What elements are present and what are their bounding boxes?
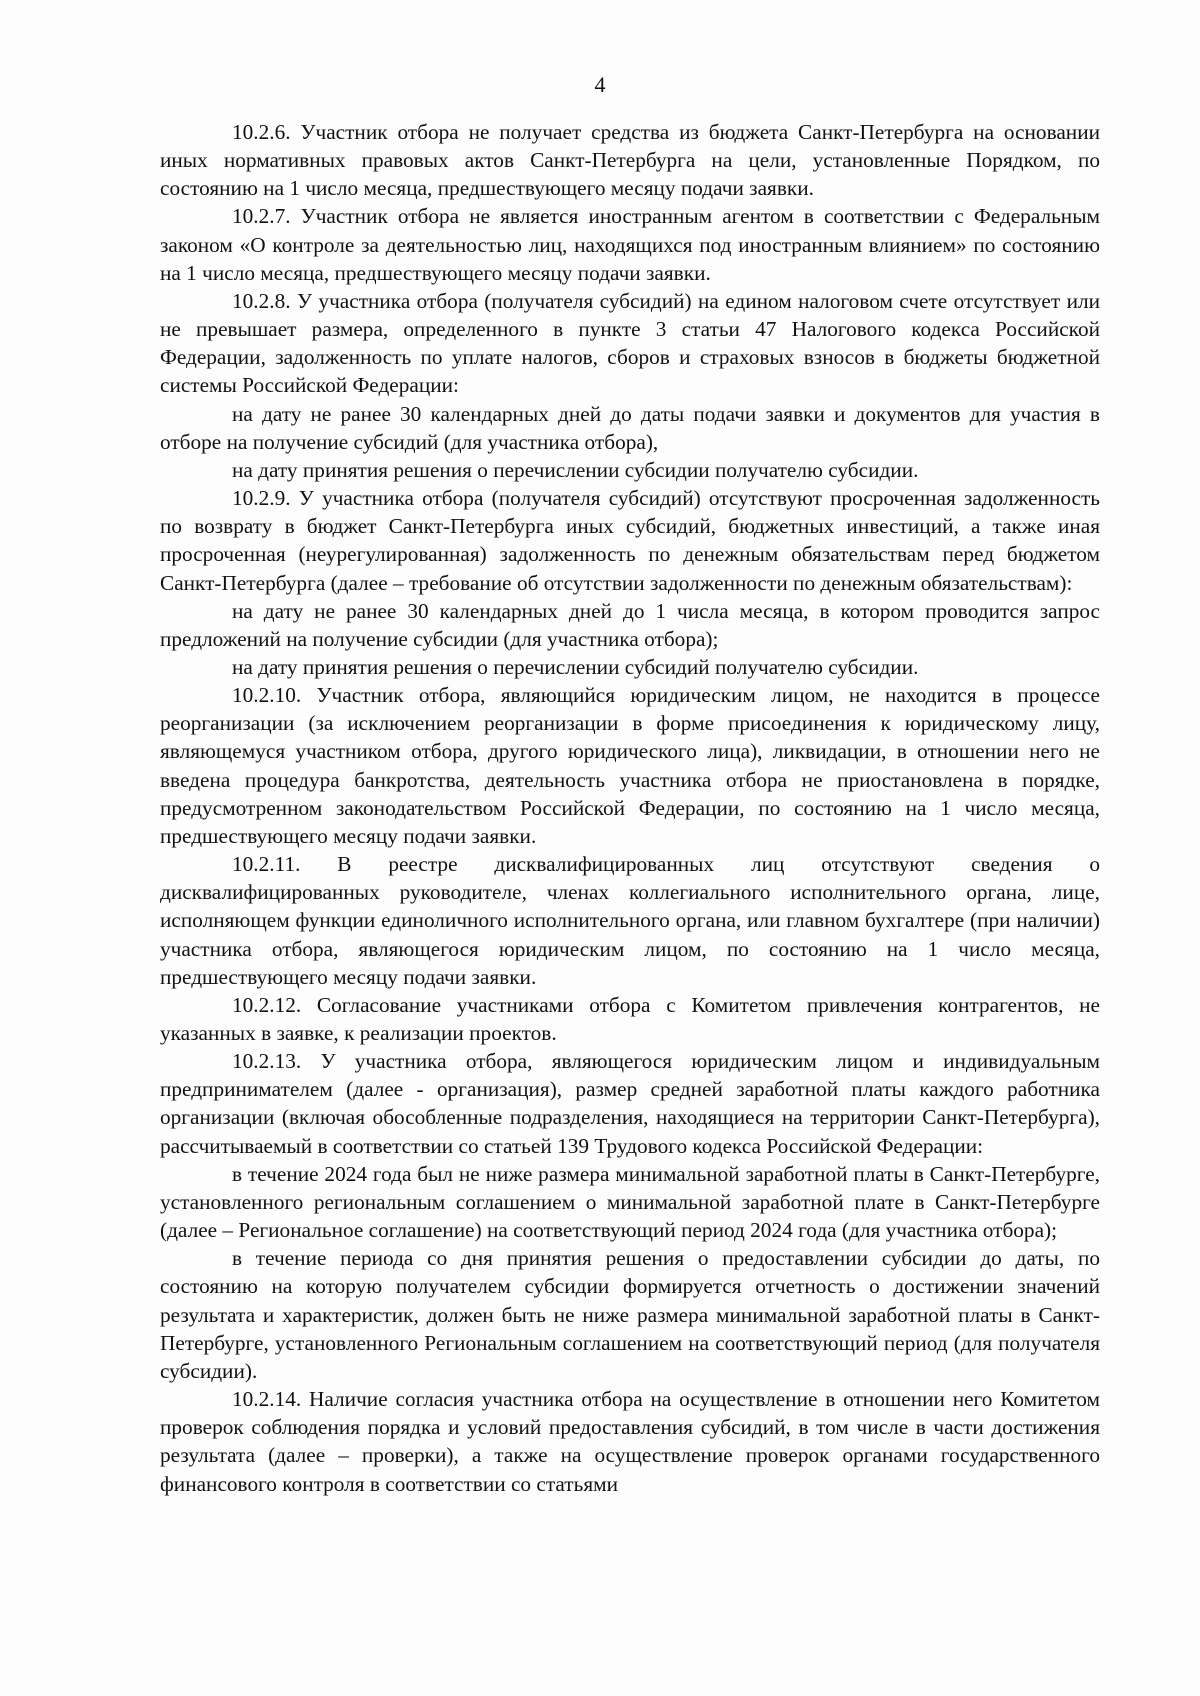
paragraph-10-2-14: 10.2.14. Наличие согласия участника отбора на осуществление в отношении него Комитетом проверок соблюдения порядка и условий предоставления субсидий, в том числе в части достижения результата (далее – проверки), а также на осуществление проверок органами государственного финансового контроля в соответствии со статьями [160, 1387, 1100, 1496]
paragraph-10-2-13: 10.2.13. У участника отбора, являющегося юридическим лицом и индивидуальным предпринимателем (далее - организация), размер средней заработной платы каждого работника организации (включая обособленные подразделения, находящиеся на территории Санкт-Петербурга), рассчитываемый в соответствии со статьей 139 Трудового кодекса Российской Федерации: [160, 1049, 1100, 1158]
paragraph-10-2-11: 10.2.11. В реестре дисквалифицированных лиц отсутствуют сведения о дисквалифицированных руководителе, членах коллегиального исполнительного органа, лице, исполняющем функции единоличного исполнительного органа, или главном бухгалтере (при наличии) участника отбора, являющегося юридическим лицом, по состоянию на 1 число месяца, предшествующего месяцу подачи заявки. [160, 852, 1100, 989]
paragraph-10-2-8: 10.2.8. У участника отбора (получателя субсидий) на едином налоговом счете отсутствует или не превышает размера, определенного в пункте 3 статьи 47 Налогового кодекса Российской Федерации, задолженность по уплате налогов, сборов и страховых взносов в бюджеты бюджетной системы Российской Федерации: [160, 288, 1100, 398]
document-body [160, 118, 1100, 1498]
paragraph-10-2-6: 10.2.6. Участник отбора не получает средства из бюджета Санкт-Петербурга на основании иных нормативных правовых актов Санкт-Петербурга на цели, установленные Порядком, по состоянию на 1 число месяца, предшествующего месяцу подачи заявки. [160, 120, 1100, 201]
paragraph-10-2-10: 10.2.10. Участник отбора, являющийся юридическим лицом, не находится в процессе реорганизации (за исключением реорганизации в форме присоединения к юридическому лицу, являющемуся участником отбора, другого юридического лица), ликвидации, в отношении него не введена процедура банкротства, деятельность участника отбора не приостановлена в порядке, предусмотренном законодательством Российской Федерации, по состоянию на 1 число месяца, предшествующего месяцу подачи заявки. [160, 683, 1100, 848]
paragraph-10-2-13-item-1: в течение 2024 года был не ниже размера минимальной заработной платы в Санкт-Петербурге, установленного региональным соглашением о минимальной заработной плате в Санкт-Петербурге (далее – Региональное соглашение) на соответствующий период 2024 года (для участника отбора); [160, 1161, 1100, 1243]
paragraph-10-2-9-item-1: на дату не ранее 30 календарных дней до 1 числа месяца, в котором проводится запрос предложений на получение субсидии (для участника отбора); [160, 598, 1100, 651]
paragraph-10-2-7: 10.2.7. Участник отбора не является иностранным агентом в соответствии с Федеральным законом «О контроле за деятельностью лиц, находящихся под иностранным влиянием» по состоянию на 1 число месяца, предшествующего месяцу подачи заявки. [160, 204, 1100, 285]
paragraph-10-2-8-item-1: на дату не ранее 30 календарных дней до даты подачи заявки и документов для участия в отборе на получение субсидий (для участника отбора), [160, 401, 1100, 454]
paragraph-10-2-12: 10.2.12. Согласование участниками отбора с Комитетом привлечения контрагентов, не указанных в заявке, к реализации проектов. [160, 992, 1100, 1045]
page-number: 4 [594, 72, 606, 97]
paragraph-10-2-8-item-2: на дату принятия решения о перечислении субсидии получателю субсидии. [232, 457, 919, 482]
paragraph-10-2-13-item-2: в течение периода со дня принятия решения о предоставлении субсидии до даты, по состоянию на которую получателем субсидии формируется отчетность о достижении значений результата и характеристик, должен быть не ниже размера минимальной заработной платы в Санкт-Петербурге, установленного Региональным соглашением на соответствующий период (для получателя субсидии). [160, 1246, 1100, 1383]
paragraph-10-2-9: 10.2.9. У участника отбора (получателя субсидий) отсутствуют просроченная задолженность по возврату в бюджет Санкт-Петербурга иных субсидий, бюджетных инвестиций, а также иная просроченная (неурегулированная) задолженность по денежным обязательствам перед бюджетом Санкт-Петербурга (далее – требование об отсутствии задолженности по денежным обязательствам): [160, 486, 1100, 595]
paragraph-10-2-9-item-2: на дату принятия решения о перечислении субсидий получателю субсидии. [232, 654, 919, 679]
